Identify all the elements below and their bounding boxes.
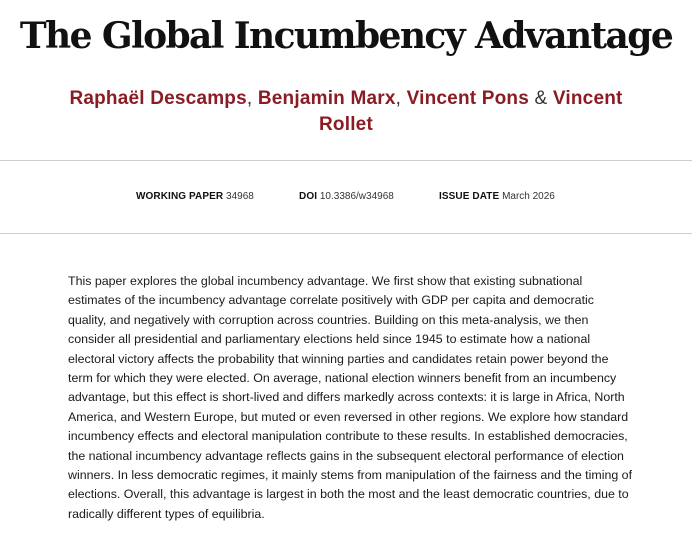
author-link-descamps[interactable]: Raphaël Descamps [69,88,247,109]
author-separator: , [246,88,258,109]
issue-date-info [439,190,555,204]
page-title: The Global Incumbency Advantage [19,15,673,57]
author-link-rollet[interactable]: Vincent Rollet [319,88,623,135]
author-list [60,86,632,138]
doi-label: DOI [299,191,318,202]
issue-date-value: March 2026 [502,191,555,202]
working-paper-label: WORKING PAPER [136,191,224,202]
doi-info [299,190,394,204]
issue-date-label: ISSUE DATE [439,191,500,202]
working-paper-number: 34968 [226,191,254,202]
divider-bottom [0,233,692,234]
author-separator: , [395,88,407,109]
paper-metadata [0,190,692,206]
working-paper-info [136,190,254,204]
doi-value: 10.3386/w34968 [319,191,394,202]
author-separator: & [529,88,553,109]
divider-top [0,160,692,161]
author-link-pons[interactable]: Vincent Pons [406,88,530,109]
abstract-text: This paper explores the global incumbency advantage. We first show that existing subnational estimates of the incumbency advantage correlate positively with GDP per capita and democratic quality, and negatively with corruption across countries. Building on this meta-analysis, we then consider all presidential and parliamentary elections held since 1945 to estimate how a national electoral victory affects the probability that winning parties and candidates retain power beyond the term for which they were elected. On average, national election winners benefit from an incumbency advantage, but this effect is short-lived and differs markedly across contexts: it is large in Africa, North America, and Western Europe, but muted or even reversed in other regions. We explore how standard incumbency effects and electoral manipulation contribute to these results. In established democracies, the national incumbency advantage reflects gains in the subsequent electoral performance of election winners. In less democratic regimes, it mainly stems from manipulation of the fairness and the timing of elections. Overall, this advantage is largest in both the most and the least democratic countries, due to radically different types of equilibria. [68,274,633,521]
author-link-marx[interactable]: Benjamin Marx [257,88,396,109]
